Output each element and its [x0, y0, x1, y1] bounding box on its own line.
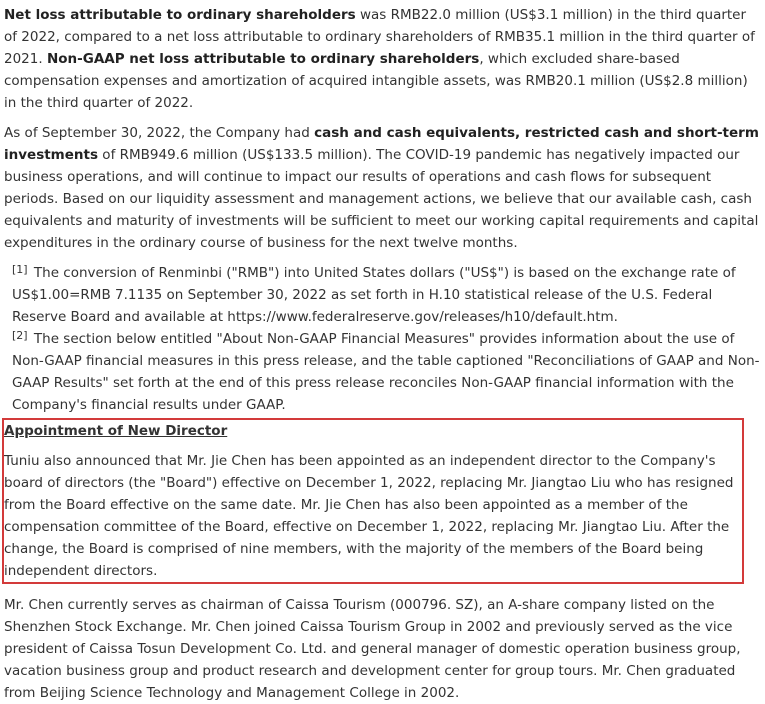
footnote-1 [12, 262, 761, 328]
document-page [4, 4, 761, 704]
non-gaap-net-loss-label: Non-GAAP net loss attributable to ordinary shareholders [46, 51, 480, 67]
director-highlight-box [2, 418, 744, 584]
non-gaap-net-loss-text: , which excluded share-based compensation expenses and amortization of acquired intangible assets, was RMB20.1 million (US$2.8 million) in the third quarter of 2022. [4, 51, 748, 111]
footnote-2 [12, 328, 761, 416]
cash-intro-text: As of September 30, 2022, the Company had [4, 125, 315, 141]
footnotes [4, 262, 761, 416]
director-section-heading: Appointment of New Director [4, 423, 228, 439]
cash-text: of RMB949.6 million (US$133.5 million). The COVID-19 pandemic has negatively impacted our business operations, and will continue to impact our results of operations and cash flows for subsequent periods. Based on our liquidity assessment and management actions, we believe that our available cash, cash equivalents and maturity of investments will be sufficient to meet our working capital requirements and capital expenditures in the ordinary course of business for the next twelve months. [4, 147, 759, 251]
director-section-text: Tuniu also announced that Mr. Jie Chen has been appointed as an independent director to the Company's board of directors (the "Board") effective on December 1, 2022, replacing Mr. Jiangtao Liu who has resigned from the Board effective on the same date. Mr. Jie Chen has also been appointed as a member of the compensation committee of the Board, effective on December 1, 2022, replacing Mr. Jiangtao Liu. After the change, the Board is comprised of nine members, with the majority of the members of the Board being independent directors. [4, 453, 734, 579]
net-loss-paragraph [4, 4, 761, 114]
net-loss-label: Net loss attributable to ordinary shareholders [4, 7, 356, 23]
net-loss-text: was RMB22.0 million (US$3.1 million) in the third quarter of 2022, compared to a net loss attributable to ordinary shareholders of RMB35.1 million in the third quarter of 2021. [4, 7, 755, 67]
footnote-2-text: The section below entitled "About Non-GAAP Financial Measures" provides information about the use of Non-GAAP financial measures in this press release, and the table captioned "Reconciliations of GAAP and Non-GAAP Results" set forth at the end of this press release reconciles Non-GAAP financial information with the Company's financial results under GAAP. [12, 331, 760, 413]
footnote-1-text: The conversion of Renminbi ("RMB") into United States dollars ("US$") is based on the exchange rate of US$1.00=RMB 7.1135 on September 30, 2022 as set forth in H.10 statistical release of the U.S. Federal Reserve Board and available at https://www.federalreserve.gov/releases/h10/default.htm. [12, 265, 736, 325]
cash-paragraph [4, 122, 761, 254]
footnote-1-marker: [1] [12, 263, 28, 276]
cash-label: cash and cash equivalents, restricted cash and short-term investments [4, 125, 759, 163]
footnote-2-marker: [2] [12, 329, 28, 342]
bio-paragraph: Mr. Chen currently serves as chairman of Caissa Tourism (000796. SZ), an A-share company listed on the Shenzhen Stock Exchange. Mr. Chen joined Caissa Tourism Group in 2002 and previously served as the vice president of Caissa Tosun Development Co. Ltd. and general manager of domestic operation business group, vacation business group and product research and development center for group tours. Mr. Chen graduated from Beijing Science Technology and Management College in 2002. [4, 597, 741, 701]
